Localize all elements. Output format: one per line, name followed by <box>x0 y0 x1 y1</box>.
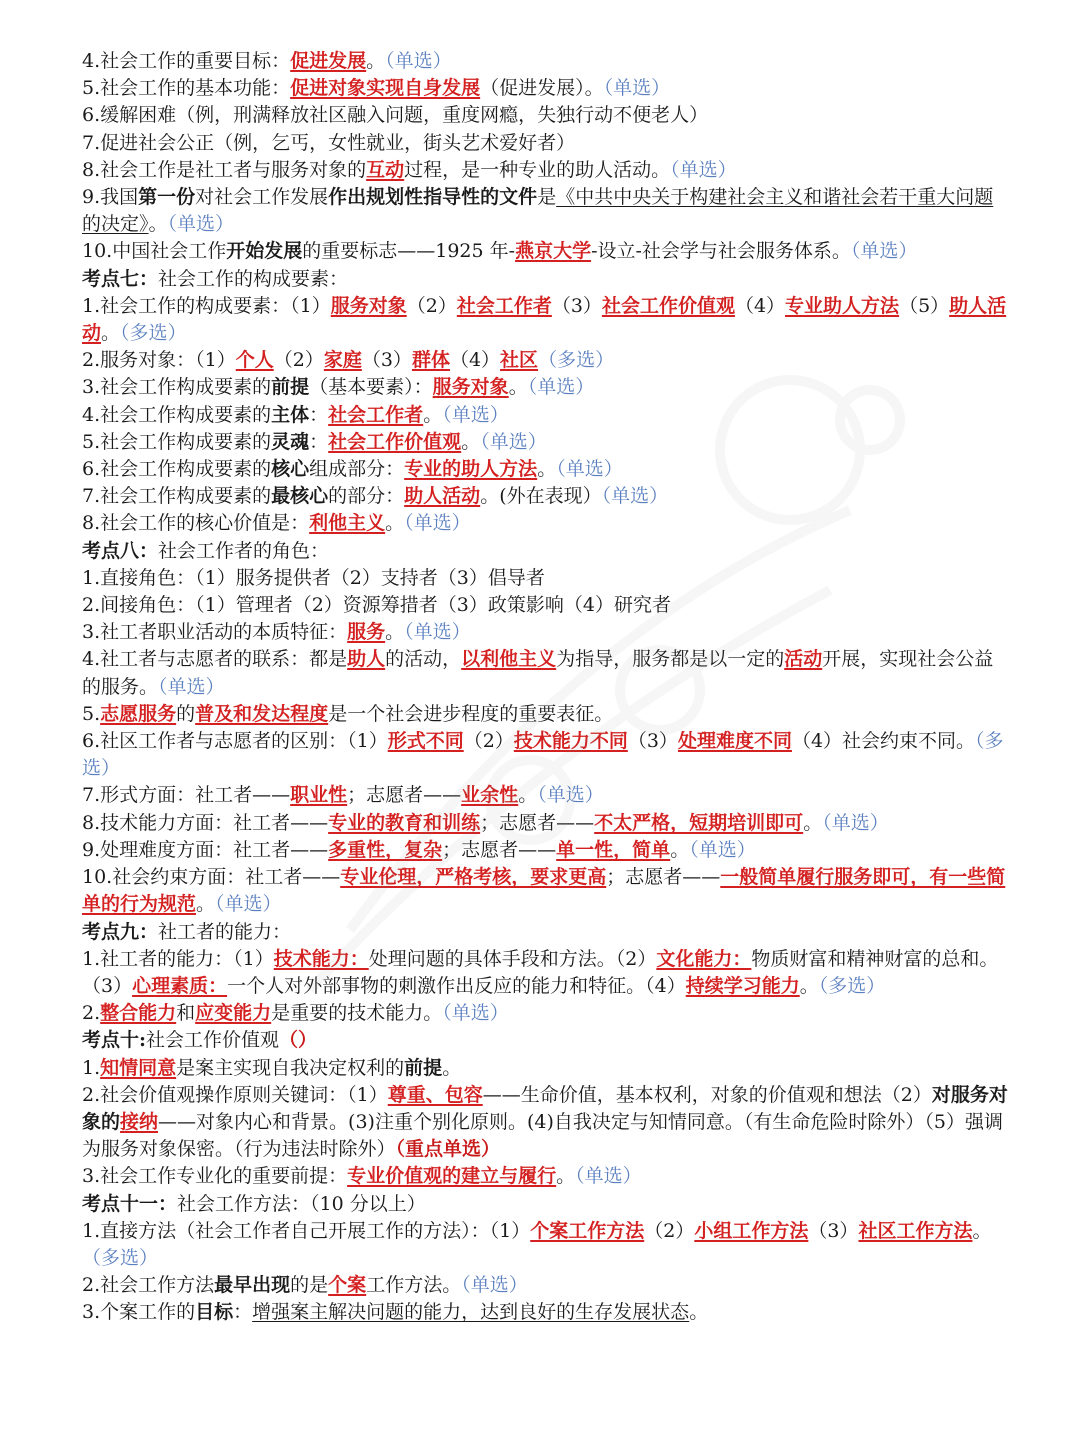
emphasis-text: 核心 <box>271 458 310 481</box>
text-segment: 工作方法。 <box>366 1274 462 1297</box>
text-segment: 3.社会工作专业化的重要前提： <box>82 1165 348 1188</box>
highlight-note: （重点单选） <box>395 1138 501 1161</box>
text-segment: 6.社会工作构成要素的 <box>82 458 272 481</box>
question-type-tag: （单选） <box>537 784 604 807</box>
note-line <box>82 483 1010 510</box>
text-segment: 。 <box>423 403 443 426</box>
note-line <box>82 374 1010 401</box>
text-segment: 5. <box>82 702 101 725</box>
key-term: 活动 <box>784 648 823 671</box>
text-segment: （5） <box>899 294 950 317</box>
emphasis-text: 目标 <box>195 1301 234 1324</box>
question-type-tag: （单选） <box>442 403 509 426</box>
key-term: 尊重、包容 <box>387 1083 483 1106</box>
text-segment: 1.直接方法（社会工作者自己开展工作的方法）：（1） <box>82 1219 531 1242</box>
note-line <box>82 592 1010 619</box>
text-segment: 社会工作价值观 <box>146 1029 280 1052</box>
emphasis-text: 开始发展 <box>226 240 303 263</box>
note-line <box>82 456 1010 483</box>
text-segment: -设立-社会学与社会服务体系。 <box>591 240 851 263</box>
note-line <box>82 919 1010 946</box>
key-term: 助人活动 <box>404 485 481 508</box>
text-segment: 和 <box>176 1002 196 1025</box>
text-segment: 3.社会工作构成要素的 <box>82 376 272 399</box>
text-segment: 9.我国 <box>82 186 139 209</box>
text-segment: ；志愿者—— <box>347 784 462 807</box>
key-term: 社会工作者 <box>456 294 552 317</box>
question-type-tag: （单选） <box>158 675 225 698</box>
key-term: 服务 <box>347 621 386 644</box>
text-segment: ： <box>233 1301 253 1324</box>
emphasis-text: 考点十一： <box>82 1192 178 1215</box>
note-line <box>82 238 1010 265</box>
note-line <box>82 619 1010 646</box>
text-segment: 4.社会工作构成要素的 <box>82 403 272 426</box>
text-segment: 。 <box>461 430 481 453</box>
note-line <box>82 1000 1010 1027</box>
emphasis-text: 最核心 <box>271 485 329 508</box>
question-type-tag: （单选） <box>556 458 623 481</box>
emphasis-text: 最早出现 <box>214 1274 291 1297</box>
note-line <box>82 646 1010 700</box>
text-segment: 2. <box>82 1002 101 1025</box>
text-segment: 社工者的能力： <box>158 920 292 943</box>
emphasis-text: 第一份 <box>138 186 196 209</box>
text-segment: 处理问题的具体手段和方法。（2） <box>368 947 657 970</box>
note-line <box>82 130 1010 157</box>
text-segment: 1.社工者的能力：（1） <box>82 947 274 970</box>
note-line <box>82 1191 1010 1218</box>
emphasis-text: 作出规划性指导性的文件 <box>328 186 538 209</box>
text-segment: （2） <box>273 349 324 372</box>
text-segment: 。 <box>799 974 819 997</box>
text-segment: ；志愿者—— <box>606 866 721 889</box>
text-segment: 3.社工者职业活动的本质特征： <box>82 621 348 644</box>
text-segment: 。 <box>556 1165 576 1188</box>
text-segment: 。 <box>366 50 386 72</box>
text-segment: ；志愿者—— <box>480 811 595 834</box>
text-segment: ——对象内心和背景。(3)注重个别化原则。(4)自我决定与知情同意。（有生命危险时除外）（5）强调为服务对象保密。（行为违法时除外） <box>82 1110 1003 1161</box>
question-type-tag: （单选） <box>670 158 737 181</box>
key-term: 专业伦理，严格考核，要求更高 <box>340 866 607 889</box>
emphasis-text: 考点七： <box>82 267 159 290</box>
key-term: 业余性 <box>461 784 519 807</box>
text-segment: （促进发展）。 <box>480 77 604 100</box>
text-segment: 。 <box>385 621 405 644</box>
text-segment: 2.间接角色：（1）管理者（2）资源筹措者（3）政策影响（4）研究者 <box>82 594 671 617</box>
text-segment: 。 <box>518 784 538 807</box>
key-term: 燕京大学 <box>515 240 592 263</box>
text-segment: 过程，是一种专业的助人活动。 <box>404 158 671 181</box>
emphasis-text: 前提 <box>271 376 310 399</box>
note-line <box>82 1082 1010 1164</box>
text-segment: 3.个案工作的 <box>82 1301 196 1324</box>
note-line <box>82 266 1010 293</box>
key-term: 处理难度不同 <box>677 730 792 753</box>
key-term: 专业助人方法 <box>785 294 900 317</box>
key-term: 单一性，简单 <box>556 838 671 861</box>
note-line <box>82 946 1010 1000</box>
text-segment: 社会工作者的角色： <box>158 539 330 562</box>
text-segment: 。(外在表现） <box>480 485 602 508</box>
text-segment: 的是 <box>290 1274 329 1297</box>
text-segment: 。 <box>385 512 405 535</box>
key-term: 不太严格，短期培训即可 <box>594 811 804 834</box>
question-type-tag: （单选） <box>167 213 235 236</box>
emphasis-text: 考点九： <box>82 920 159 943</box>
key-term: 普及和发达程度 <box>195 702 329 725</box>
key-term: 家庭 <box>323 349 362 372</box>
note-line <box>82 157 1010 184</box>
key-term: 一般简单履行服务即可，有一些简单的行为规范 <box>82 866 1006 916</box>
text-segment: 。 <box>689 1301 709 1324</box>
note-line <box>82 402 1010 429</box>
text-segment: 的活动， <box>385 648 462 671</box>
text-segment: 。 <box>101 322 121 345</box>
text-segment: 1. <box>82 1056 101 1079</box>
text-segment: 2.社会价值观操作原则关键词：（1） <box>82 1083 388 1106</box>
text-segment: 。 <box>442 1056 462 1079</box>
key-term: 社区工作方法 <box>858 1219 973 1242</box>
key-term: 促进发展 <box>290 50 367 72</box>
text-segment: 。 <box>670 838 690 861</box>
question-type-tag: （单选） <box>527 376 595 399</box>
key-term: 服务对象 <box>330 294 407 317</box>
text-segment: 。 <box>508 376 528 399</box>
key-term: 专业价值观的建立与履行 <box>347 1165 557 1188</box>
key-term: 接纳 <box>120 1110 159 1133</box>
key-term: 整合能力 <box>100 1002 177 1025</box>
text-segment: 10.社会约束方面：社工者—— <box>82 866 341 889</box>
key-term: 社会工作价值观 <box>601 294 735 317</box>
question-type-tag: （单选） <box>442 1002 509 1025</box>
key-term: 互动 <box>366 158 405 181</box>
text-segment: 。 <box>148 213 168 236</box>
question-type-tag: （多选） <box>818 974 886 997</box>
note-line <box>82 1027 1010 1054</box>
emphasis-text: 灵魂 <box>271 430 310 453</box>
question-type-tag: （单选） <box>461 1274 528 1297</box>
text-segment: 10.中国社会工作 <box>82 240 227 263</box>
text-segment: 为指导，服务都是以一定的 <box>556 648 785 671</box>
note-line <box>82 1272 1010 1299</box>
note-line <box>82 510 1010 537</box>
key-term: 技术能力不同 <box>513 730 628 753</box>
text-segment: 2.社会工作方法 <box>82 1274 215 1297</box>
question-type-tag: （单选） <box>404 512 471 535</box>
key-term: 服务对象 <box>432 376 509 399</box>
text-segment: （2） <box>644 1219 695 1242</box>
key-term: 心理素质： <box>132 974 228 997</box>
text-segment: （3） <box>551 294 602 317</box>
text-segment: 6.缓解困难（例，刑满释放社区融入问题，重度网瘾，失独行动不便老人） <box>82 104 709 127</box>
question-type-tag: （单选） <box>689 838 756 861</box>
text-segment: （4） <box>734 294 786 317</box>
key-term: 社会工作价值观 <box>328 430 462 453</box>
key-term: 文化能力： <box>656 947 752 970</box>
emphasis-text: 考点八： <box>82 539 159 562</box>
note-line <box>82 184 1010 238</box>
notes-content <box>82 48 1010 1327</box>
note-line <box>82 701 1010 728</box>
text-segment: （4）社会约束不同。 <box>791 730 976 753</box>
text-segment: （4） <box>449 349 501 372</box>
text-segment: （3） <box>627 730 678 753</box>
note-line <box>82 1299 1010 1326</box>
key-term: 知情同意 <box>100 1056 177 1079</box>
text-segment: 开展，实现社会公益的服务。 <box>82 648 994 698</box>
key-term: 小组工作方法 <box>694 1219 809 1242</box>
text-segment: 。 <box>196 893 216 916</box>
question-type-tag: （多选） <box>120 322 187 345</box>
text-segment: 8.社会工作的核心价值是： <box>82 512 310 535</box>
note-line <box>82 48 1010 75</box>
question-type-tag: （单选） <box>603 77 671 100</box>
question-type-tag: （单选） <box>822 811 889 834</box>
note-line <box>82 1218 1010 1272</box>
text-segment: （2） <box>406 294 457 317</box>
text-segment: 5.社会工作构成要素的 <box>82 430 272 453</box>
text-segment: 社会工作方法：（10 分以上） <box>177 1192 426 1215</box>
key-term: 群体 <box>411 349 450 372</box>
text-segment: ——生命价值，基本权利，对象的价值观和想法（2） <box>482 1083 932 1106</box>
text-segment: 是案主实现自我决定权利的 <box>176 1056 405 1079</box>
note-line <box>82 347 1010 374</box>
text-segment: 8.技术能力方面：社工者—— <box>82 811 329 834</box>
text-segment: 一个人对外部事物的刺激作出反应的能力和特征。（4） <box>227 974 686 997</box>
text-segment: 2.服务对象：（1） <box>82 349 236 372</box>
key-term: 持续学习能力 <box>685 974 800 997</box>
text-segment: ；志愿者—— <box>442 838 557 861</box>
text-segment: ： <box>309 430 329 453</box>
key-term: 职业性 <box>290 784 348 807</box>
text-segment: 对社会工作发展 <box>195 186 329 209</box>
key-term: 专业的助人方法 <box>404 458 538 481</box>
text-segment: 是重要的技术能力。 <box>271 1002 443 1025</box>
text-segment: 社会工作的构成要素： <box>158 267 349 290</box>
note-line <box>82 75 1010 102</box>
underlined-text: 《中共中央关于构建社会主义和谐社会若干重大问题的决定》 <box>82 186 994 236</box>
key-term: 助人 <box>347 648 386 671</box>
text-segment: 7.社会工作构成要素的 <box>82 485 272 508</box>
text-segment: ： <box>309 403 329 426</box>
underlined-text: 增强案主解决问题的能力，达到良好的生存发展状态 <box>252 1301 690 1324</box>
note-line <box>82 429 1010 456</box>
text-segment: 1.直接角色：（1）服务提供者（2）支持者（3）倡导者 <box>82 566 545 589</box>
question-type-tag: （单选） <box>215 893 282 916</box>
text-segment: 物质财富和精神财富的总和。（3） <box>82 947 999 997</box>
question-type-tag: （单选） <box>404 621 471 644</box>
text-segment: （2） <box>463 730 514 753</box>
note-line <box>82 810 1010 837</box>
key-term: 多重性，复杂 <box>328 838 443 861</box>
text-segment: 5.社会工作的基本功能： <box>82 77 291 100</box>
emphasis-text: 对服务对象的 <box>82 1083 1008 1133</box>
text-segment: 的 <box>176 702 196 725</box>
key-term: 促进对象实现自身发展 <box>290 77 481 100</box>
key-term: 专业的教育和训练 <box>328 811 481 834</box>
question-type-tag: （多选） <box>538 349 615 372</box>
text-segment: 。 <box>803 811 823 834</box>
key-term: 利他主义 <box>309 512 386 535</box>
key-term: 个案 <box>328 1274 367 1297</box>
note-line <box>82 538 1010 565</box>
text-segment: 1.社会工作的构成要素：（1） <box>82 294 331 317</box>
text-segment: （3） <box>808 1219 859 1242</box>
note-line <box>82 782 1010 809</box>
text-segment: 。 <box>972 1219 992 1242</box>
question-type-tag: （单选） <box>575 1165 642 1188</box>
emphasis-text: 前提 <box>404 1056 443 1079</box>
key-term: 助人活动 <box>82 294 1007 345</box>
note-line <box>82 1055 1010 1082</box>
key-term: 以利他主义 <box>461 648 557 671</box>
key-term: 应变能力 <box>195 1002 272 1025</box>
note-line <box>82 728 1010 782</box>
key-term: 社区 <box>500 349 539 372</box>
text-segment: 9.处理难度方面：社工者—— <box>82 838 329 861</box>
text-segment: （3） <box>361 349 412 372</box>
key-term: 社会工作者 <box>328 403 424 426</box>
question-type-tag: （单选） <box>601 485 669 508</box>
note-line <box>82 1163 1010 1190</box>
key-term: 形式不同 <box>387 730 464 753</box>
text-segment: 6.社区工作者与志愿者的区别：（1） <box>82 730 388 753</box>
note-line <box>82 837 1010 864</box>
highlight-note: （） <box>279 1029 318 1052</box>
text-segment: 组成部分： <box>309 458 405 481</box>
note-line <box>82 293 1010 347</box>
key-term: 个人 <box>235 349 274 372</box>
question-type-tag: （多选） <box>82 1246 159 1269</box>
text-segment: 是一个社会进步程度的重要表征。 <box>328 702 614 725</box>
key-term: 志愿服务 <box>100 702 177 725</box>
text-segment: 的部分： <box>328 485 405 508</box>
text-segment: 4.社工者与志愿者的联系：都是 <box>82 648 348 671</box>
text-segment: 是 <box>537 186 557 209</box>
text-segment: （基本要素）： <box>309 376 433 399</box>
key-term: 技术能力： <box>273 947 369 970</box>
question-type-tag: （多选） <box>82 730 1004 780</box>
question-type-tag: （单选） <box>385 50 452 72</box>
question-type-tag: （单选） <box>480 430 547 453</box>
text-segment: 的重要标志——1925 年- <box>302 240 516 263</box>
text-segment: 7.形式方面：社工者—— <box>82 784 291 807</box>
emphasis-text: 主体 <box>271 403 310 426</box>
key-term: 个案工作方法 <box>530 1219 645 1242</box>
text-segment: 8.社会工作是社工者与服务对象的 <box>82 158 367 181</box>
emphasis-text: 考点十: <box>82 1029 147 1052</box>
note-line <box>82 102 1010 129</box>
text-segment: 。 <box>537 458 557 481</box>
note-line <box>82 565 1010 592</box>
question-type-tag: （单选） <box>850 240 918 263</box>
text-segment: 7.促进社会公正（例，乞丐，女性就业，街头艺术爱好者） <box>82 131 576 154</box>
note-line <box>82 864 1010 918</box>
text-segment: 4.社会工作的重要目标： <box>82 50 291 72</box>
